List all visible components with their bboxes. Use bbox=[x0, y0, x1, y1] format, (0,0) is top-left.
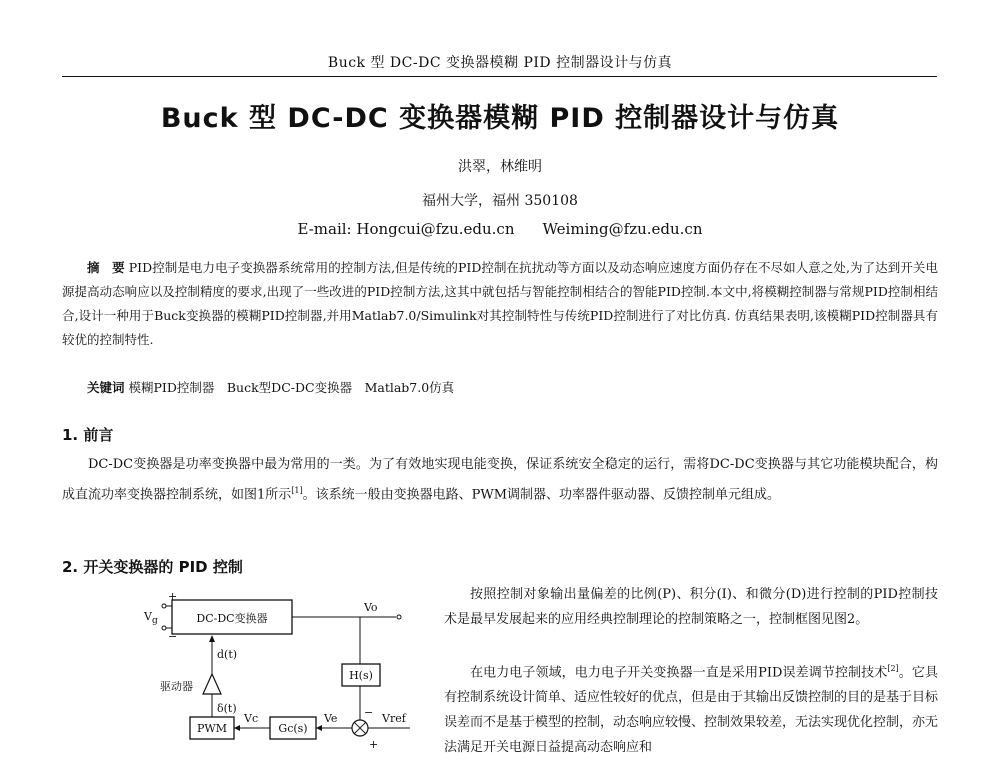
vc-arrow bbox=[234, 725, 240, 731]
pwm-label: PWM bbox=[197, 722, 227, 735]
hs-label: H(s) bbox=[349, 669, 373, 682]
paper-title: Buck 型 DC-DC 变换器模糊 PID 控制器设计与仿真 bbox=[160, 103, 840, 134]
section-2-para-2 bbox=[444, 656, 938, 760]
driver-label: 驱动器 bbox=[160, 680, 193, 693]
vo-terminal bbox=[397, 615, 401, 619]
vg-plus-sign: + bbox=[168, 590, 178, 603]
control-block-diagram bbox=[120, 588, 430, 760]
ve-arrow bbox=[316, 725, 322, 731]
dt-arrow bbox=[209, 635, 215, 642]
delta-label: δ(t) bbox=[217, 702, 237, 715]
citation-2: [2] bbox=[887, 664, 899, 673]
abstract-text: PID控制是电力电子变换器系统常用的控制方法,但是传统的PID控制在抗扰动等方面以及动态响应速度方面仍存在不尽如人意之处,为了达到开关电源提高动态响应以及控制精度的要求,出现了一些改进的PID控制方法,这其中就包括与智能控制相结合的智能PID控制.本文中,将模糊控制器与常规PID控制相结合,设计一种用于Buck变换器的模糊PID控制器,并用Matlab7.0/Simulink对其控制特性与传统PID控制进行了对比仿真. 仿真结果表明,该模糊PID控制器具有较优的控制特性. bbox=[62, 260, 938, 347]
abstract bbox=[62, 256, 938, 352]
citation-1: [1] bbox=[291, 486, 303, 495]
vref-label: Vref bbox=[382, 712, 406, 725]
email-label: E-mail: bbox=[297, 220, 352, 238]
section-1-text: DC-DC变换器是功率变换器中最为常用的一类。为了有效地实现电能变换，保证系统安全稳定的运行，需将DC-DC变换器与其它功能模块配合，构成直流功率变换器控制系统，如图1所示 bbox=[62, 457, 938, 503]
keywords bbox=[62, 376, 938, 400]
vo-label: Vo bbox=[364, 601, 378, 614]
vg-label-main: V bbox=[144, 610, 152, 623]
section-2-para-2-text-end: 。它具有控制系统设计简单、适应性较好的优点，但是由于其输出反馈控制的目的是基于目标误差而不是基于模型的控制，动态响应较慢、控制效果较差，无法实现优化控制，亦无法满足开关电源日益提高动态响应和 bbox=[444, 665, 939, 756]
section-1-heading: 1. 前言 bbox=[62, 426, 114, 444]
section-2-para-1: 按照控制对象输出量偏差的比例(P)、积分(I)、和微分(D)进行控制的PID控制技术是最早发展起来的应用经典控制理论的控制策略之一，控制框图见图2。 bbox=[444, 587, 938, 627]
converter-label: DC-DC变换器 bbox=[196, 612, 268, 625]
section-1-body bbox=[62, 452, 938, 508]
vc-label: Vc bbox=[244, 712, 259, 725]
email-line bbox=[0, 220, 1000, 238]
gc-label: Gc(s) bbox=[278, 722, 308, 735]
keywords-text: 模糊PID控制器 Buck型DC-DC变换器 Matlab7.0仿真 bbox=[128, 380, 455, 395]
section-2-para-2-text: 在电力电子领域，电力电子开关变换器一直是采用PID误差调节控制技术 bbox=[470, 665, 888, 681]
email-address-2: Weiming@fzu.edu.cn bbox=[542, 220, 703, 238]
abstract-label: 摘 要 bbox=[87, 260, 125, 275]
email-address-1: Hongcui@fzu.edu.cn bbox=[356, 220, 515, 238]
vg-label-sub: g bbox=[151, 616, 158, 626]
section-1-text-end: 。该系统一般由变换器电路、PWM调制器、功率器件驱动器、反馈控制单元组成。 bbox=[302, 487, 781, 503]
vg-minus-terminal bbox=[162, 626, 166, 630]
keywords-label: 关键词 bbox=[87, 380, 125, 395]
affiliation: 福州大学，福州 350108 bbox=[422, 193, 578, 209]
vg-minus-sign: − bbox=[168, 630, 178, 643]
dt-label: d(t) bbox=[217, 648, 238, 661]
authors: 洪翠，林维明 bbox=[458, 159, 542, 175]
header-rule bbox=[62, 76, 937, 77]
running-head: Buck 型 DC-DC 变换器模糊 PID 控制器设计与仿真 bbox=[327, 55, 673, 71]
vg-plus-terminal bbox=[162, 604, 166, 608]
ve-label: Ve bbox=[324, 712, 338, 725]
section-2-heading: 2. 开关变换器的 PID 控制 bbox=[62, 558, 243, 576]
sum-plus-sign: + bbox=[369, 738, 379, 751]
vg-label bbox=[143, 610, 158, 626]
driver-triangle bbox=[203, 674, 221, 694]
sum-minus-sign: − bbox=[364, 706, 374, 719]
